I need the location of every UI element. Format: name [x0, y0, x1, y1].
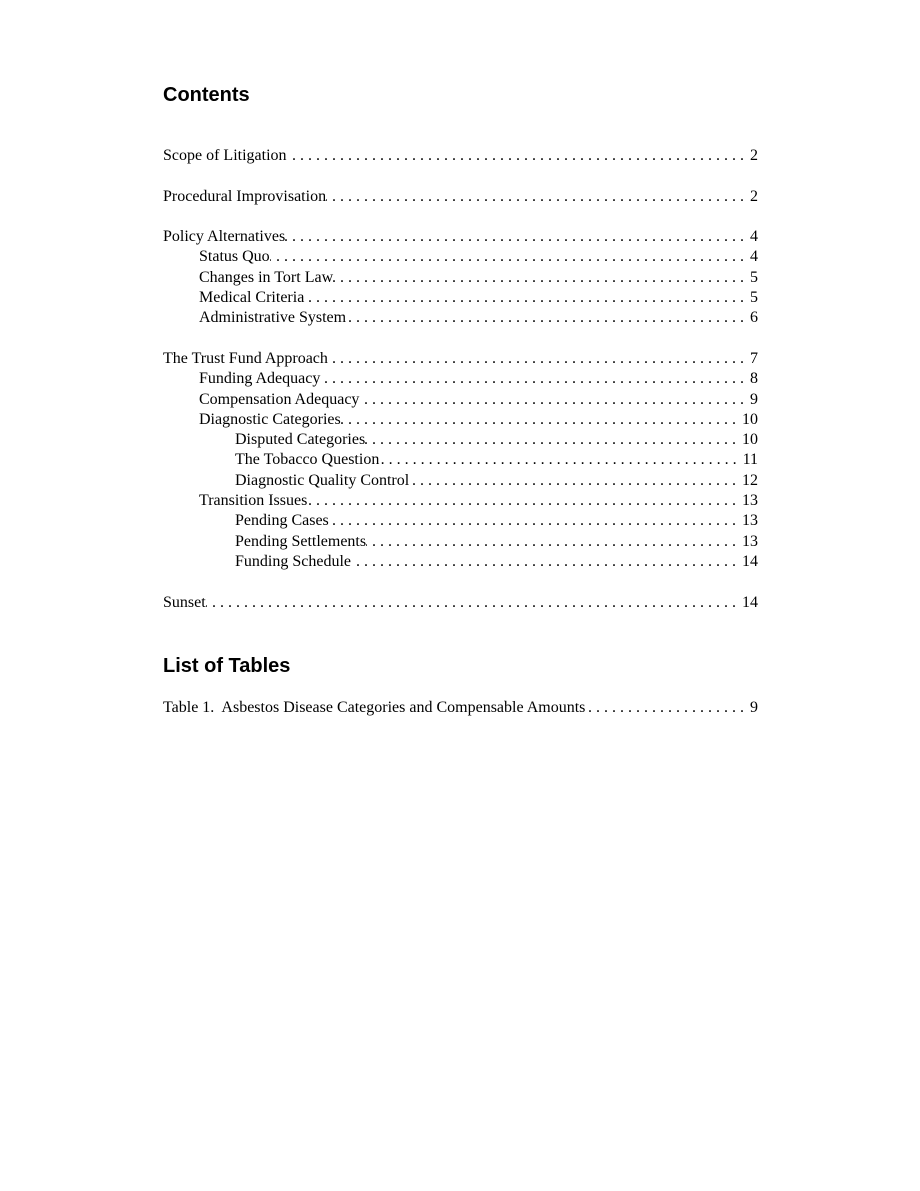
- toc-entry-page: 8: [750, 370, 758, 388]
- toc-entry-page: 13: [742, 512, 758, 530]
- toc-entry-policy-alternatives[interactable]: [163, 227, 758, 247]
- toc-entry-sunset[interactable]: [163, 593, 758, 613]
- toc-entry-page: 12: [742, 471, 758, 489]
- toc-entry-page: 9: [750, 390, 758, 408]
- toc-entry-title: Scope of Litigation: [163, 147, 287, 164]
- table-entry-table-1[interactable]: [163, 698, 758, 718]
- dot-leader: [346, 308, 750, 328]
- toc-entry-title: Sunset: [163, 593, 206, 611]
- toc-entry-compensation-adequacy[interactable]: [163, 390, 758, 410]
- toc-entry-title: Transition Issues: [199, 492, 308, 510]
- contents-list: [163, 146, 758, 613]
- toc-entry-page: 2: [750, 187, 758, 205]
- toc-entry-pending-settlements[interactable]: [163, 532, 758, 552]
- toc-entry-title: Policy Alternatives: [163, 228, 286, 246]
- toc-entry-title: Funding Schedule: [235, 552, 351, 570]
- toc-entry-title: Funding Adequacy: [199, 370, 321, 388]
- toc-entry-title: Disputed Categories: [235, 431, 366, 449]
- toc-entry-page: 14: [742, 552, 758, 570]
- toc-entry-funding-schedule[interactable]: [163, 552, 758, 572]
- dot-leader: [329, 511, 742, 531]
- toc-entry-title: Compensation Adequacy: [199, 390, 360, 408]
- toc-entry-page: 5: [750, 289, 758, 307]
- toc-entry-title: Diagnostic Categories: [199, 410, 341, 428]
- table-entry-page: 9: [750, 699, 758, 716]
- list-of-tables-heading: List of Tables: [163, 655, 291, 677]
- toc-entry-page: 13: [742, 532, 758, 550]
- dot-leader: [287, 146, 750, 166]
- toc-entry-title: Pending Cases: [235, 512, 329, 530]
- toc-entry-medical-criteria[interactable]: [163, 288, 758, 308]
- toc-entry-page: 14: [742, 593, 758, 611]
- toc-entry-page: 6: [750, 309, 758, 327]
- toc-entry-title: Changes in Tort Law: [199, 268, 334, 286]
- dot-leader: [341, 410, 742, 430]
- dot-leader: [328, 349, 750, 369]
- toc-entry-page: 5: [750, 268, 758, 286]
- toc-entry-title: Diagnostic Quality Control: [235, 471, 410, 489]
- toc-entry-procedural-improvisation[interactable]: [163, 187, 758, 207]
- dot-leader: [307, 491, 742, 511]
- toc-entry-title: Medical Criteria: [199, 289, 305, 307]
- toc-entry-page: 13: [742, 492, 758, 510]
- toc-entry-page: 11: [742, 451, 758, 469]
- toc-entry-title: The Trust Fund Approach: [163, 349, 328, 367]
- toc-entry-trust-fund-approach[interactable]: [163, 349, 758, 369]
- toc-entry-page: 4: [750, 228, 758, 246]
- dot-leader: [359, 390, 750, 410]
- toc-entry-pending-cases[interactable]: [163, 511, 758, 531]
- dot-leader: [379, 450, 742, 470]
- toc-entry-page: 4: [750, 248, 758, 266]
- table-entry-title: Table 1. Asbestos Disease Categories and Compensable Amounts: [163, 699, 586, 716]
- toc-entry-page: 7: [750, 349, 758, 367]
- dot-leader: [409, 471, 742, 491]
- toc-entry-page: 2: [750, 147, 758, 164]
- toc-entry-title: Procedural Improvisation: [163, 187, 327, 205]
- toc-entry-page: 10: [742, 410, 758, 428]
- dot-leader: [270, 247, 750, 267]
- toc-entry-funding-adequacy[interactable]: [163, 369, 758, 389]
- list-of-tables: [163, 698, 758, 718]
- toc-entry-disputed-categories[interactable]: [163, 430, 758, 450]
- toc-entry-diagnostic-quality-control[interactable]: [163, 471, 758, 491]
- toc-entry-page: 10: [742, 431, 758, 449]
- toc-entry-diagnostic-categories[interactable]: [163, 410, 758, 430]
- toc-entry-tobacco-question[interactable]: [163, 450, 758, 470]
- dot-leader: [206, 593, 742, 613]
- dot-leader: [285, 227, 750, 247]
- toc-entry-administrative-system[interactable]: [163, 308, 758, 328]
- toc-entry-status-quo[interactable]: [163, 247, 758, 267]
- toc-entry-title: The Tobacco Question: [235, 451, 380, 469]
- toc-entry-title: Administrative System: [199, 309, 347, 327]
- dot-leader: [333, 268, 750, 288]
- toc-entry-title: Status Quo: [199, 248, 270, 266]
- dot-leader: [366, 532, 742, 552]
- contents-heading: Contents: [163, 84, 250, 106]
- dot-leader: [365, 430, 742, 450]
- dot-leader: [585, 698, 750, 718]
- dot-leader: [351, 552, 742, 572]
- toc-entry-title: Pending Settlements: [235, 532, 367, 550]
- toc-entry-transition-issues[interactable]: [163, 491, 758, 511]
- toc-entry-changes-in-tort-law[interactable]: [163, 268, 758, 288]
- dot-leader: [326, 187, 750, 207]
- toc-entry-scope-of-litigation[interactable]: [163, 146, 758, 166]
- dot-leader: [304, 288, 750, 308]
- dot-leader: [320, 369, 750, 389]
